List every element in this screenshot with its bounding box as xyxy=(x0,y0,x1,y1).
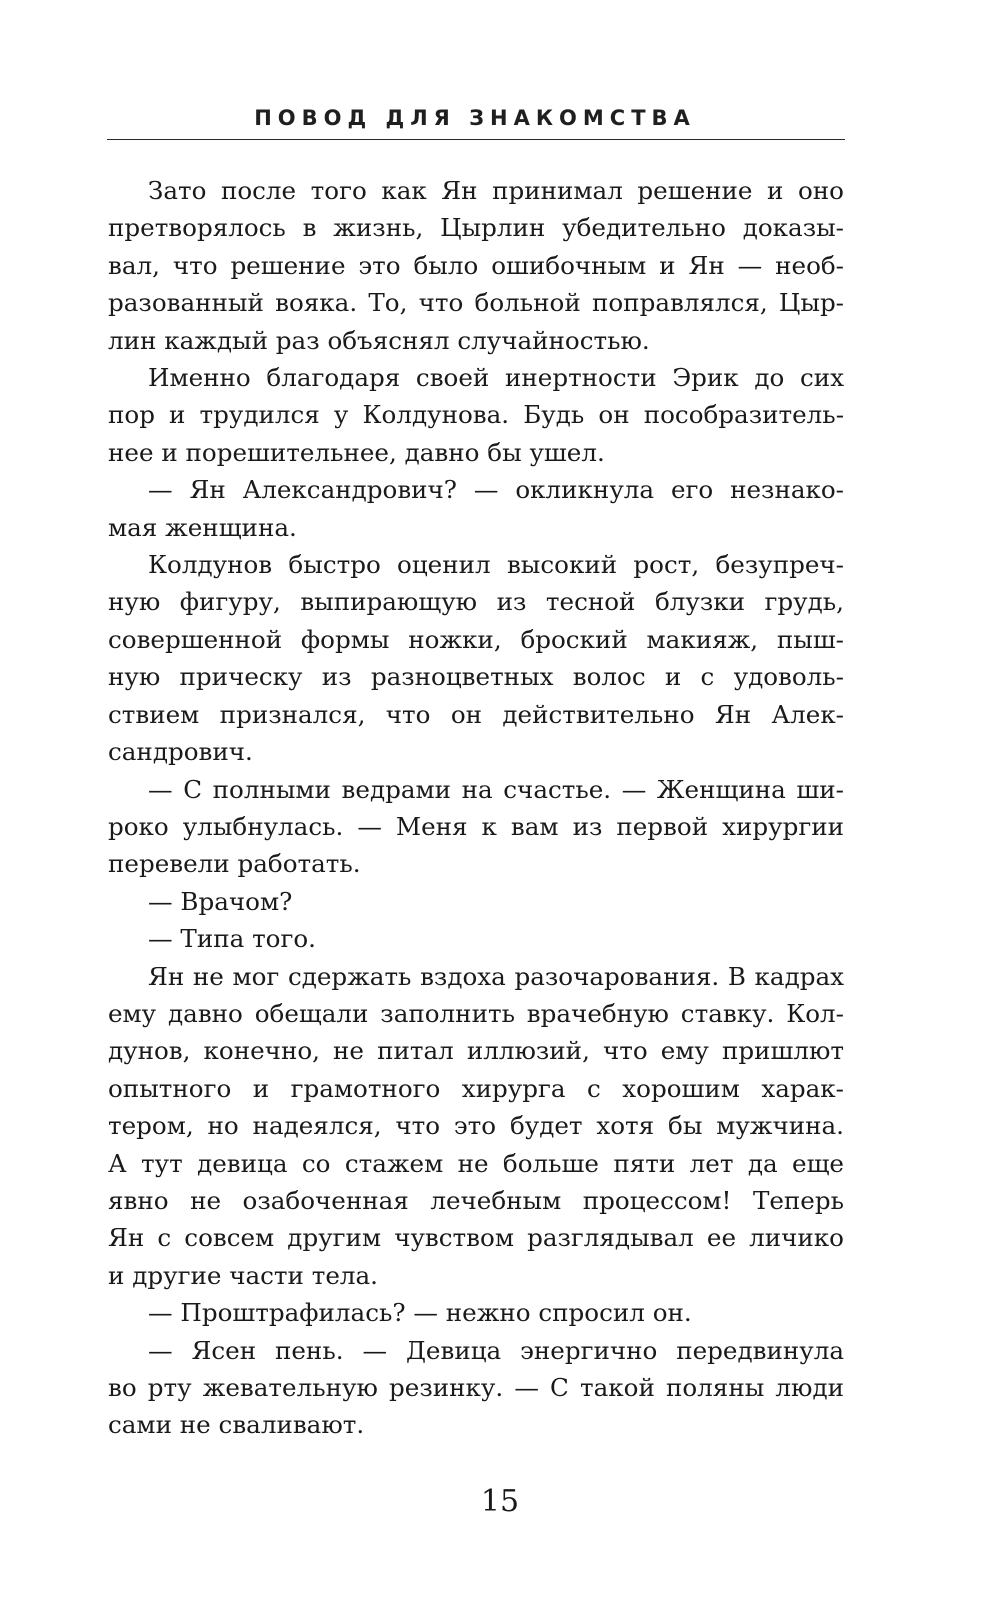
paragraph xyxy=(108,771,844,883)
text-line: ему давно обещали заполнить врачебную ставку. Кол- xyxy=(108,998,844,1028)
paragraph xyxy=(108,883,844,920)
text-line: Колдунов быстро оценил высокий рост, безупреч- xyxy=(148,550,844,580)
text-line: — С полными ведрами на счастье. — Женщина ши- xyxy=(148,774,844,804)
text-line: нее и порешительнее, давно бы ушел. xyxy=(108,437,605,467)
text-line: — Ян Александрович? — окликнула его незнако- xyxy=(148,475,844,505)
text-line: Ян не мог сдержать вздоха разочарования. В кадрах xyxy=(148,961,844,991)
text-line: явно не озабоченная лечебным процессом! Теперь xyxy=(108,1185,844,1215)
text-line: ствием признался, что он действительно Ян Алек- xyxy=(108,699,844,729)
text-line: сандрович. xyxy=(108,737,253,767)
text-line: вал, что решение это было ошибочным и Ян — необ- xyxy=(108,250,844,280)
paragraph xyxy=(108,1332,844,1444)
paragraph xyxy=(108,958,844,1295)
text-line: ную фигуру, выпирающую из тесной блузки грудь, xyxy=(108,587,844,617)
paragraph xyxy=(108,1294,844,1331)
paragraph xyxy=(108,920,844,957)
text-line: сами не сваливают. xyxy=(108,1410,365,1440)
text-line: Зато после того как Ян принимал решение и оно xyxy=(148,176,844,205)
text-line: лин каждый раз объяснял случайностью. xyxy=(108,325,650,355)
text-line: А тут девица со стажем не больше пяти лет да еще xyxy=(108,1148,844,1178)
paragraph xyxy=(108,471,844,546)
text-line: пор и трудился у Колдунова. Будь он пособразитель- xyxy=(108,400,844,430)
text-line: мая женщина. xyxy=(108,512,297,542)
text-line: тером, но надеялся, что это будет хотя бы мужчина. xyxy=(108,1111,844,1141)
text-line: дунов, конечно, не питал иллюзий, что ему пришлют xyxy=(108,1036,844,1066)
header-rule xyxy=(107,139,845,140)
text-line: роко улыбнулась. — Меня к вам из первой хирургии xyxy=(108,811,844,841)
running-head: ПОВОД ДЛЯ ЗНАКОМСТВА xyxy=(254,106,696,130)
paragraph xyxy=(108,359,844,471)
text-line: претворялось в жизнь, Цырлин убедительно доказы- xyxy=(108,213,844,243)
text-line: разованный вояка. То, что больной поправлялся, Цыр- xyxy=(108,288,844,318)
body-text xyxy=(108,172,844,1444)
text-line: — Проштрафилась? — нежно спросил он. xyxy=(148,1298,692,1328)
text-line: ную прическу из разноцветных волос и с удоволь- xyxy=(108,662,844,692)
text-line: во рту жевательную резинку. — С такой поляны люди xyxy=(108,1373,844,1402)
paragraph xyxy=(108,172,844,359)
text-line: и другие части тела. xyxy=(108,1260,378,1290)
text-line: перевели работать. xyxy=(108,849,361,879)
text-line: — Типа того. xyxy=(148,924,317,954)
text-line: Именно благодаря своей инертности Эрик до сих xyxy=(148,363,844,393)
text-line: — Ясен пень. — Девица энергично передвинула xyxy=(148,1335,844,1365)
text-line: Ян с совсем другим чувством разглядывал ее личико xyxy=(108,1223,844,1253)
page-number: 15 xyxy=(480,1484,520,1519)
paragraph xyxy=(108,546,844,770)
text-line: — Врачом? xyxy=(148,886,293,916)
text-line: совершенной формы ножки, броский макияж, пыш- xyxy=(108,624,844,654)
text-line: опытного и грамотного хирурга с хорошим харак- xyxy=(108,1073,844,1103)
